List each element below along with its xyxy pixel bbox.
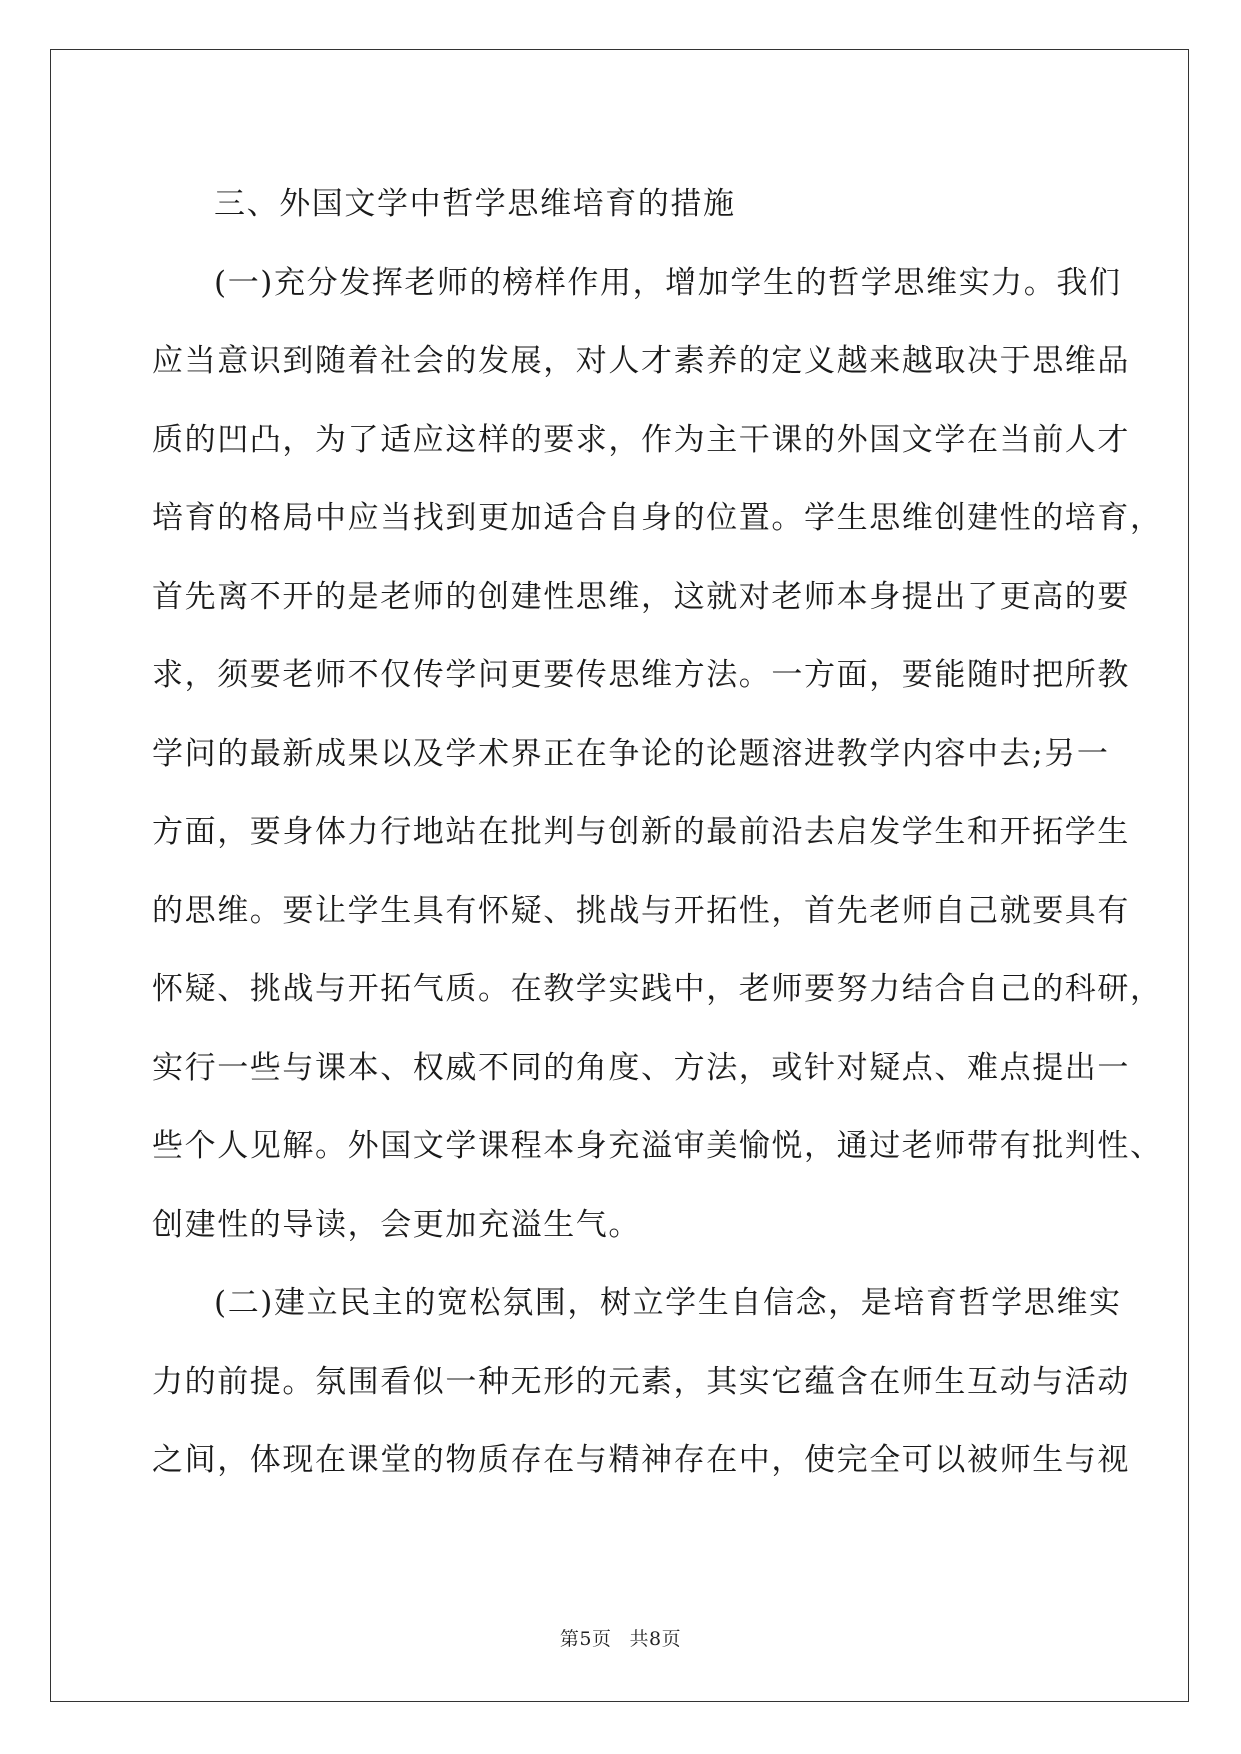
text-line: 求，须要老师不仅传学问更要传思维方法。一方面，要能随时把所教 <box>152 657 1130 693</box>
page-number: 第5页 <box>559 1628 612 1650</box>
text-line: 创建性的导读，会更加充溢生气。 <box>152 1206 641 1243</box>
text-line: 质的凹凸，为了适应这样的要求，作为主干课的外国文学在当前人才 <box>152 421 1130 458</box>
text-line: 应当意识到随着社会的发展，对人才素养的定义越来越取决于思维品 <box>152 343 1130 379</box>
text-line: 怀疑、挑战与开拓气质。在教学实践中，老师要努力结合自己的科研， <box>152 971 1163 1007</box>
text-line: 之间，体现在课堂的物质存在与精神存在中，使完全可以被师生与视 <box>152 1442 1130 1478</box>
section-heading: 三、外国文学中哲学思维培育的措施 <box>214 186 736 222</box>
text-line: 力的前提。氛围看似一种无形的元素，其实它蕴含在师生互动与活动 <box>152 1363 1130 1400</box>
text-line: 培育的格局中应当找到更加适合自身的位置。学生思维创建性的培育， <box>152 500 1163 536</box>
text-line: 些个人见解。外国文学课程本身充溢审美愉悦，通过老师带有批判性、 <box>152 1128 1163 1164</box>
text-line: (一)充分发挥老师的榜样作用，增加学生的哲学思维实力。我们 <box>214 264 1122 301</box>
document-body <box>152 165 1163 1500</box>
total-pages: 共8页 <box>629 1628 682 1650</box>
paragraph-2 <box>152 1264 1130 1500</box>
text-line: 的思维。要让学生具有怀疑、挑战与开拓性，首先老师自己就要具有 <box>152 892 1130 929</box>
paragraph-1 <box>152 244 1163 1265</box>
text-line: (二)建立民主的宽松氛围，树立学生自信念，是培育哲学思维实 <box>214 1285 1122 1321</box>
page-footer <box>0 1624 1241 1651</box>
text-line: 学问的最新成果以及学术界正在争论的论题溶进教学内容中去;另一 <box>152 735 1110 772</box>
text-line: 首先离不开的是老师的创建性思维，这就对老师本身提出了更高的要 <box>152 578 1130 615</box>
text-line: 方面，要身体力行地站在批判与创新的最前沿去启发学生和开拓学生 <box>152 814 1130 850</box>
text-line: 实行一些与课本、权威不同的角度、方法，或针对疑点、难点提出一 <box>152 1049 1130 1086</box>
